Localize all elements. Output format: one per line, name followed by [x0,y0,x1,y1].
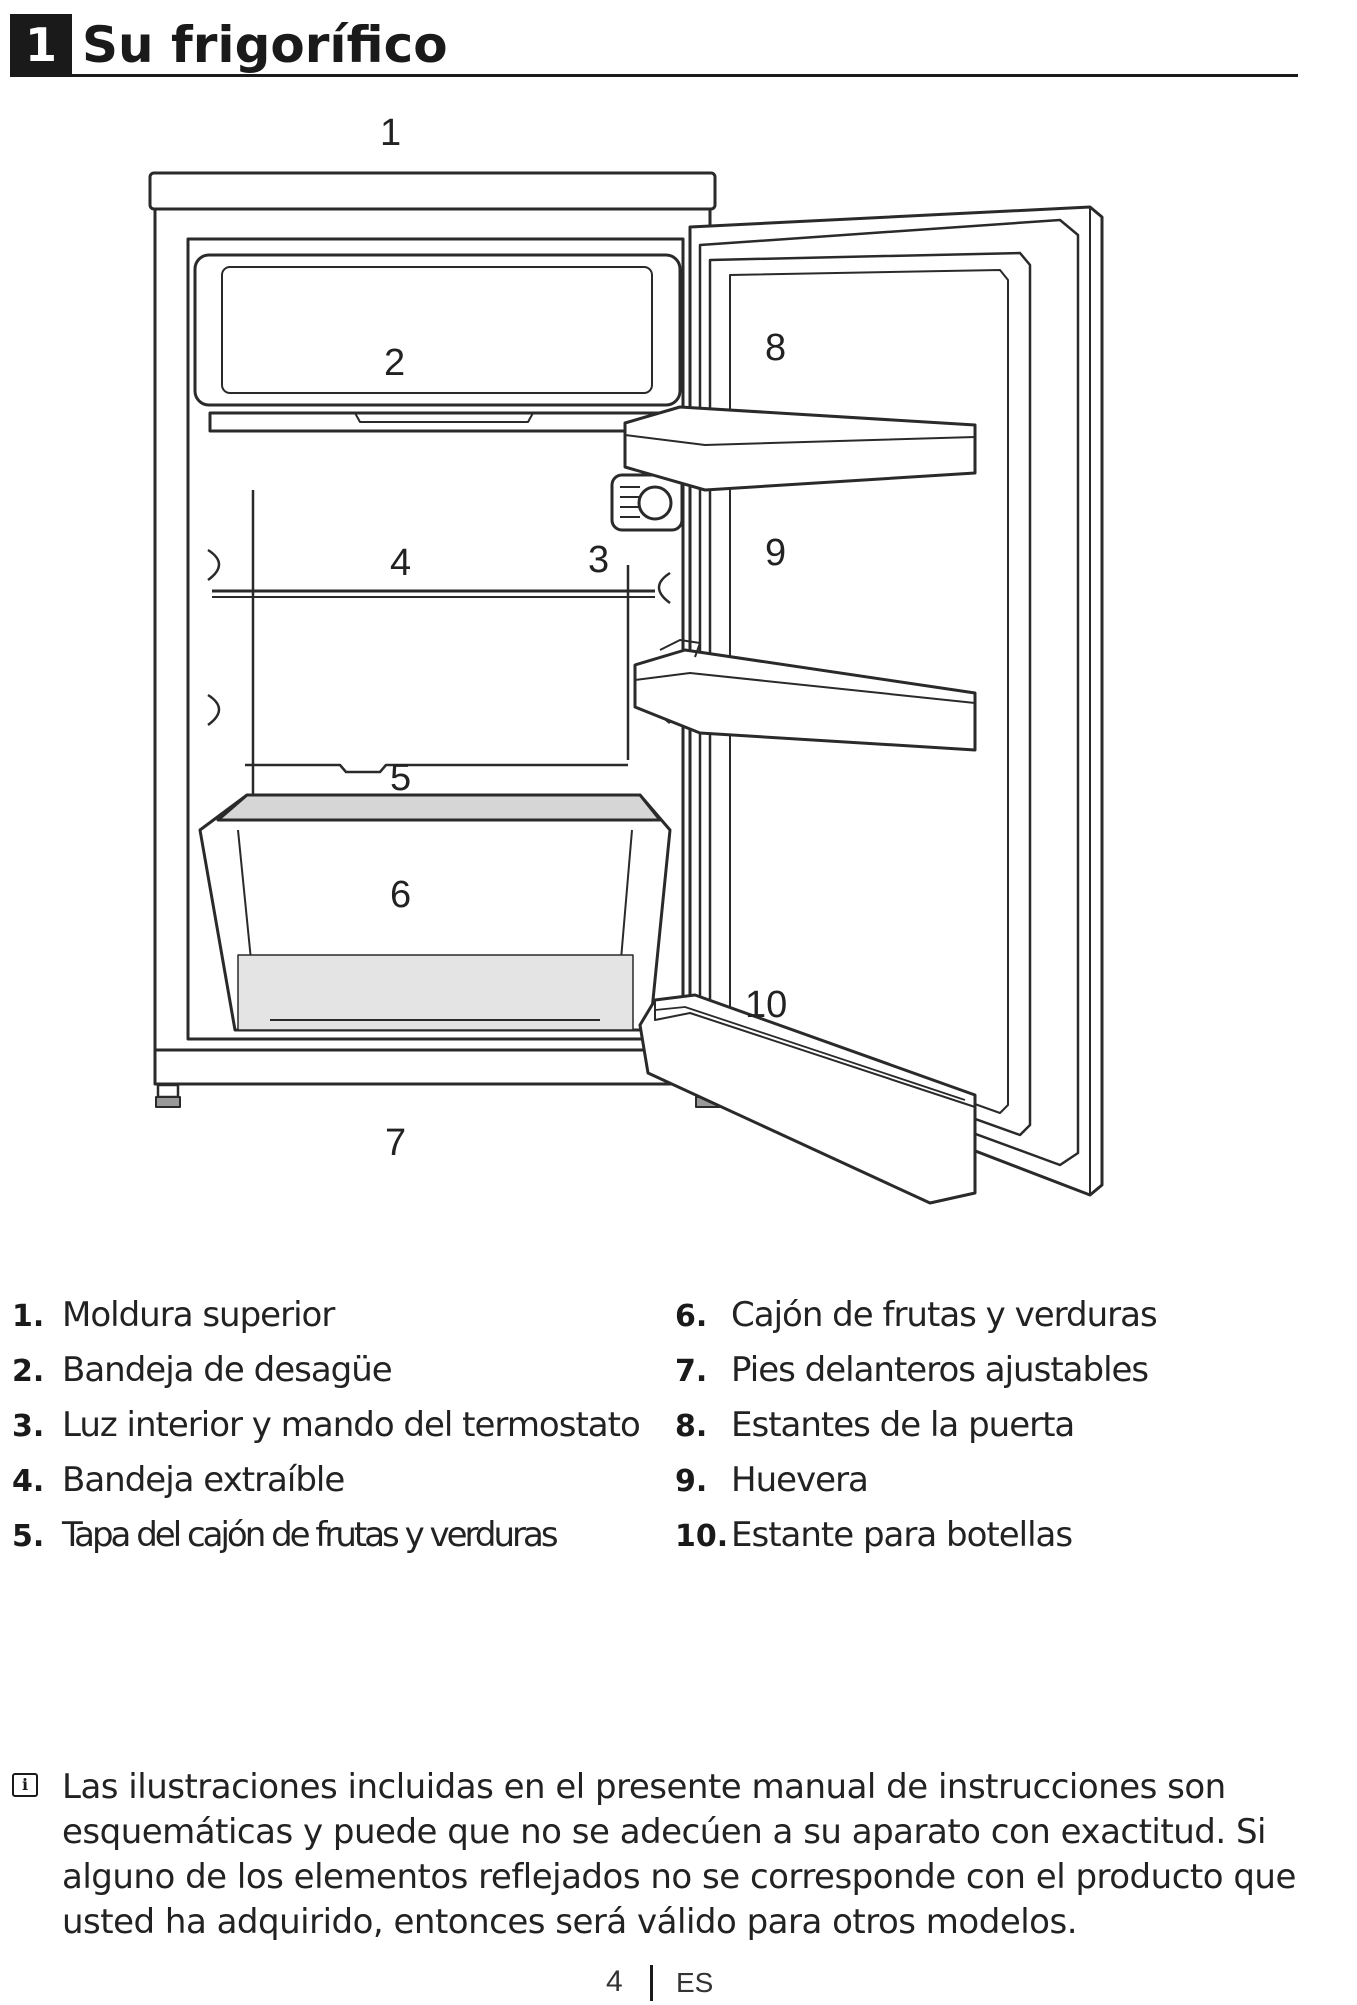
legend-number: 6. [675,1299,708,1334]
legend-number: 7. [675,1354,708,1389]
legend-item [12,1343,640,1398]
top-moulding [150,173,715,209]
legend-item [12,1398,640,1453]
callout-4: 4 [390,542,412,584]
legend-number: 5. [12,1519,45,1554]
legend-item [12,1508,640,1563]
legend-label: Bandeja extraíble [62,1460,345,1500]
legend-label: Luz interior y mando del termostato [62,1405,640,1445]
legend-item [675,1508,1157,1563]
legend-number: 9. [675,1464,708,1499]
callout-8: 8 [765,327,787,369]
front-foot-left [158,1085,178,1097]
legend-item [675,1398,1157,1453]
note-text: Las ilustraciones incluidas en el presente manual de instrucciones son esquemáticas y puede que no se adecúen a su aparato con exactitud. Si alguno de los elementos reflejados no se corresponde con el producto que usted ha adquirido, entonces será válido para otros modelos. [62,1767,1296,1942]
legend-right [675,1288,1157,1563]
legend-item [675,1343,1157,1398]
fridge-diagram [0,95,1357,1225]
chapter-title: Su frigorífico [82,16,448,74]
chapter-number: 1 [10,14,72,76]
callout-9: 9 [765,532,787,574]
callout-2: 2 [384,342,406,384]
legend-label: Cajón de frutas y verduras [731,1295,1157,1335]
header-rule [10,74,1298,77]
legend-label: Huevera [731,1460,868,1500]
legend-number: 3. [12,1409,45,1444]
legend-item [12,1288,640,1343]
legend-item [12,1453,640,1508]
callout-6: 6 [390,874,412,916]
language-code: ES [676,1967,714,1998]
legend-label: Moldura superior [62,1295,335,1335]
legend-label: Bandeja de desagüe [62,1350,392,1390]
legend-label: Pies delanteros ajustables [731,1350,1149,1390]
page-footer [0,1965,1357,2001]
legend-item [675,1453,1157,1508]
legend-number: 8. [675,1409,708,1444]
legend-number: 4. [12,1464,45,1499]
callout-10: 10 [745,984,788,1026]
legend-label: Estantes de la puerta [731,1405,1075,1445]
chapter-header [10,14,1298,76]
legend-number: 1. [12,1299,45,1334]
legend-label: Estante para botellas [731,1515,1073,1555]
legend-label: Tapa del cajón de frutas y verduras [62,1515,556,1555]
legend-item [675,1288,1157,1343]
callout-5: 5 [390,757,412,799]
footer-divider [650,1965,653,2001]
legend-number: 2. [12,1354,45,1389]
callout-3: 3 [588,539,610,581]
legend-number: 10. [675,1519,729,1554]
info-icon: i [12,1773,38,1797]
page-number: 4 [606,1965,623,1998]
callout-7: 7 [385,1122,407,1164]
legend-left [12,1288,640,1563]
callout-1: 1 [380,112,402,154]
